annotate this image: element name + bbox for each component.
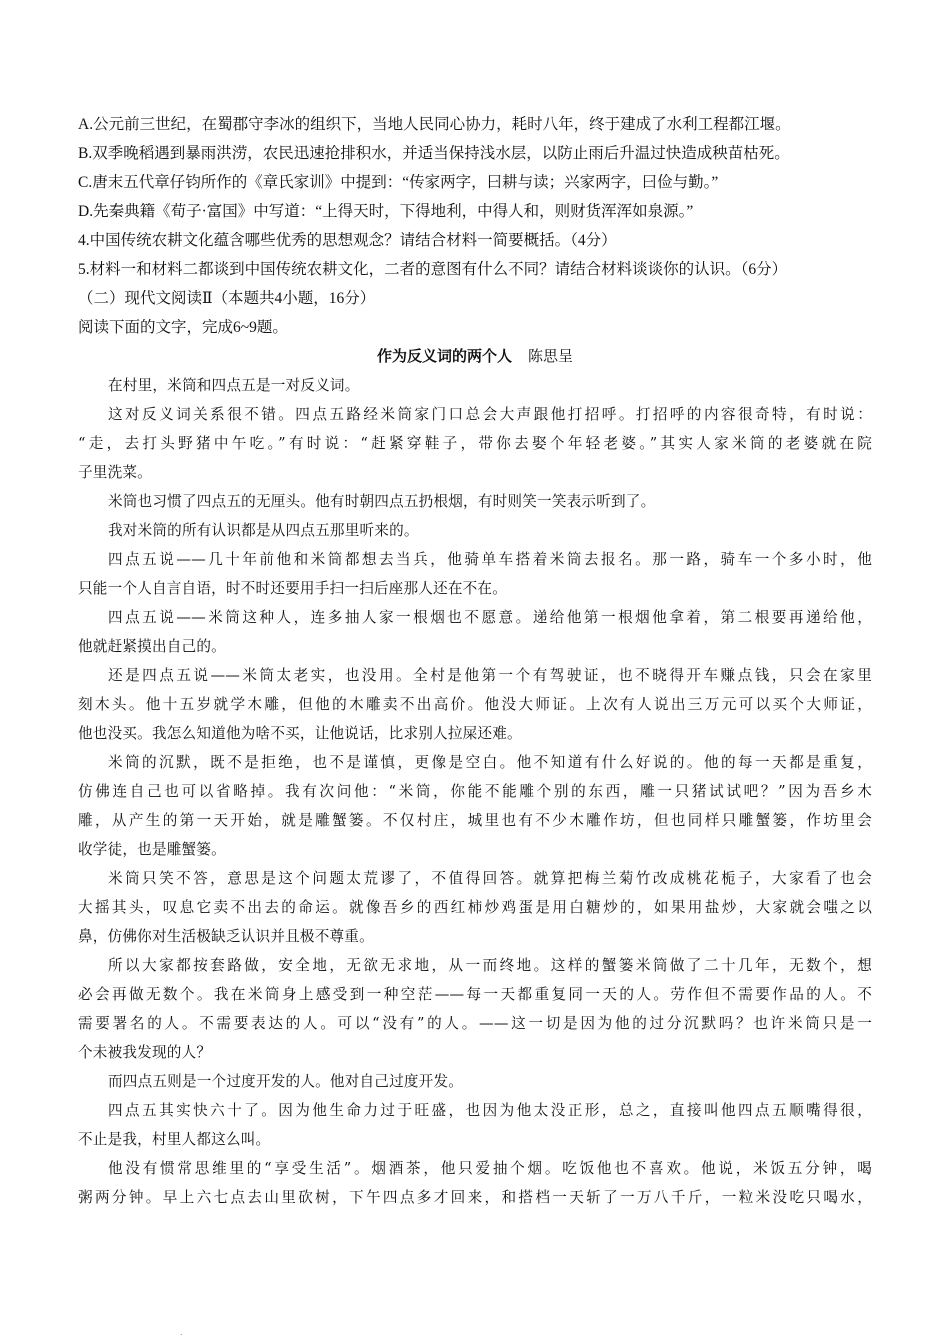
section-heading: （二）现代文阅读Ⅱ（本题共4小题，16分） [78,290,376,307]
option-b: B.双季晚稻遇到暴雨洪涝，农民迅速抢排积水，并适当保持浅水层，以防止雨后升温过快造成秧苗枯死。 [78,145,790,162]
article-line: 子里洗菜。 [78,464,152,481]
option-d: D.先秦典籍《荀子·富国》中写道：“上得天时，下得地利，中得人和，则财货浑浑如泉源。” [78,203,694,220]
article-line: 个未被我发现的人？ [78,1044,212,1061]
article-line: 所以大家都按套路做，安全地，无欲无求地，从一而终地。这样的蟹篓米筒做了二十几年，无数个，想 [108,957,872,974]
article-line: 刻木头。他十五岁就学木雕，但他的木雕卖不出高价。他没大师证。上次有人说出三万元可以买个大师证， [78,696,872,713]
article-line: 这对反义词关系很不错。四点五路经米筒家门口总会大声跟他打招呼。打招呼的内容很奇特，有时说： [108,406,872,423]
article-line: “走，去打头野猪中午吃。”有时说：“赶紧穿鞋子，带你去娶个年轻老婆。”其实人家米筒的老婆就在院 [78,435,872,452]
article-title-block [0,344,950,368]
footer-mark: . [180,1328,183,1337]
article-line: 他就赶紧摸出自己的。 [78,638,226,655]
article-title: 作为反义词的两个人 [376,347,512,365]
article-line: 粥两分钟。早上六七点去山里砍树，下午四点多才回来，和搭档一天斩了一万八千斤，一粒米没吃只喝水， [78,1189,872,1206]
article-line: 米筒只笑不答，意思是这个问题太荒谬了，不值得回答。就算把梅兰菊竹改成桃花栀子，大家看了也会 [108,870,872,887]
article-author: 陈思呈 [528,347,574,365]
question-5: 5.材料一和材料二都谈到中国传统农耕文化，二者的意图有什么不同？请结合材料谈谈你的认识。（6分） [78,261,788,278]
option-c: C.唐末五代章仔钧所作的《章氏家训》中提到：“传家两字，曰耕与读；兴家两字，曰俭与勤。” [78,174,719,191]
article-line: 不止是我，村里人都这么叫。 [78,1131,271,1148]
article-line: 米筒也习惯了四点五的无厘头。他有时朝四点五扔根烟，有时则笑一笑表示听到了。 [108,493,656,510]
question-4: 4.中国传统农耕文化蕴含哪些优秀的思想观念？请结合材料一简要概括。（4分） [78,232,617,249]
article-line: 我对米筒的所有认识都是从四点五那里听来的。 [108,522,419,539]
article-line: 还是四点五说——米筒太老实，也没用。全村是他第一个有驾驶证，也不晓得开车赚点钱，只会在家里 [108,667,872,684]
article-line: 需要署名的人。不需要表达的人。可以“没有”的人。——这一切是因为他的过分沉默吗？也许米筒只是一 [78,1015,872,1032]
article-line: 在村里，米筒和四点五是一对反义词。 [108,377,360,394]
article-line: 四点五说——米筒这种人，连多抽人家一根烟也不愿意。递给他第一根烟他拿着，第二根要再递给他， [108,609,872,626]
article-line: 鼻，仿佛你对生活极缺乏认识并且极不尊重。 [78,928,374,945]
article-line: 而四点五则是一个过度开发的人。他对自己过度开发。 [108,1073,464,1090]
article-line: 仿佛连自己也可以省略掉。我有次问他：“米筒，你能不能雕个别的东西，雕一只猪试试吧？”因为吾乡木 [78,783,872,800]
article-line: 必会再做无数个。我在米筒身上感受到一种空茫——每一天都重复同一天的人。劳作但不需要作品的人。不 [78,986,872,1003]
article-line: 四点五其实快六十了。因为他生命力过于旺盛，也因为他太没正形，总之，直接叫他四点五顺嘴得很， [108,1102,872,1119]
article-line: 雕，从产生的第一天开始，就是雕蟹篓。不仅村庄，城里也有不少木雕作坊，但也同样只雕蟹篓，作坊里会 [78,812,872,829]
article-line: 他也没买。我怎么知道他为啥不买，让他说话，比求别人拉屎还难。 [78,725,522,742]
reading-instruction: 阅读下面的文字，完成6~9题。 [78,319,288,336]
article-line: 四点五说——几十年前他和米筒都想去当兵，他骑单车搭着米筒去报名。那一路，骑车一个多小时，他 [108,551,872,568]
article-line: 大摇其头，叹息它卖不出去的命运。就像吾乡的西红柿炒鸡蛋是用白糖炒的，如果用盐炒，大家就会嗤之以 [78,899,872,916]
article-line: 只能一个人自言自语，时不时还要用手扫一扫后座那人还在不在。 [78,580,508,597]
option-a: A.公元前三世纪，在蜀郡守李冰的组织下，当地人民同心协力，耗时八年，终于建成了水利工程都江堰。 [78,116,791,133]
article-line: 收学徒，也是雕蟹篓。 [78,841,226,858]
article-line: 他没有惯常思维里的“享受生活”。烟酒茶，他只爱抽个烟。吃饭他也不喜欢。他说，米饭五分钟，喝 [108,1160,872,1177]
article-line: 米筒的沉默，既不是拒绝，也不是谨慎，更像是空白。他不知道有什么好说的。他的每一天都是重复， [108,754,872,771]
